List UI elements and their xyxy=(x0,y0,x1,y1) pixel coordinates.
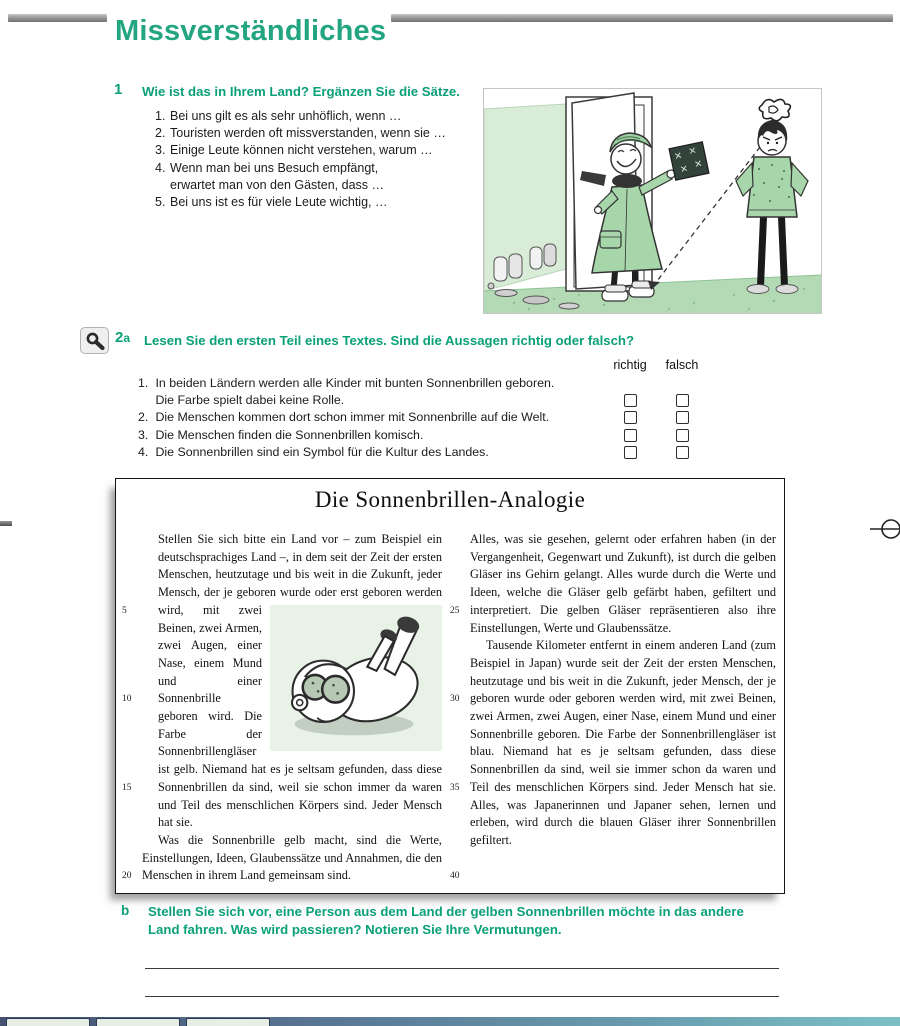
line-number: 30 xyxy=(450,694,460,704)
magnifier-icon xyxy=(84,331,106,351)
statement-text: Die Menschen finden die Sonnenbrillen komisch. xyxy=(155,427,424,442)
bottom-tab[interactable] xyxy=(186,1018,270,1026)
checkbox-richtig[interactable] xyxy=(624,411,637,424)
exercise1-heading: Wie ist das in Ihrem Land? Ergänzen Sie die Sätze. xyxy=(142,84,460,99)
line-number: 35 xyxy=(450,783,460,793)
statement-list xyxy=(138,375,738,461)
checkbox-falsch[interactable] xyxy=(676,411,689,424)
statement-number: 4. xyxy=(138,444,149,459)
statement-row xyxy=(138,409,738,426)
baby-with-sunglasses-illustration xyxy=(270,605,442,751)
sentence-number: 1. xyxy=(155,109,166,123)
bottom-window-bar xyxy=(0,1017,900,1026)
checkbox-richtig[interactable] xyxy=(624,394,637,407)
sentence-text: Touristen werden oft missverstanden, wenn sie … xyxy=(170,126,446,141)
statement-row xyxy=(138,444,738,461)
sentence-item xyxy=(155,194,446,211)
checkbox-falsch[interactable] xyxy=(676,394,689,407)
line-number: 25 xyxy=(450,606,460,616)
sentence-text: Bei uns gilt es als sehr unhöflich, wenn … xyxy=(170,109,402,123)
sentence-number: 3. xyxy=(155,143,166,158)
checkbox-richtig[interactable] xyxy=(624,429,637,442)
article-paragraph: erst geboren werden wird, mit zwei Beinen, zwei Armen, zwei Augen, einer Nase, einem Mund und einer Sonnenbrille geboren wird. Die Farbe der Sonnenbrillengläser ist gelb. Niemand hat es je seltsam gefunden, dass diese Sonnenbrillen da sind, weil sie schon immer da waren und Teil des menschlichen Körpers sind. Jeder Mensch hat sie. xyxy=(158,585,442,830)
bottom-tab[interactable] xyxy=(96,1018,180,1026)
statement-text: In beiden Ländern werden alle Kinder mit bunten Sonnenbrillen geboren. xyxy=(155,376,555,390)
title-rule-left xyxy=(8,14,107,22)
statement-number: 2. xyxy=(138,410,149,425)
sentence-text: Bei uns ist es für viele Leute wichtig, … xyxy=(170,195,388,210)
article-paragraph: Tausende Kilometer entfernt in einem anderen Land (zum Beispiel in Japan) wurde seit der Zeit der ersten Menschen, heutzutage und bis weit in die Zukunft, jeder Mensch, der je geboren wurde oder geboren werden wird, mit zwei Beinen, zwei Armen, zwei Augen, einer Nase, einem Mund und einer Sonnenbrille geboren. Die Farbe der Sonnenbrillengläser ist blau. Niemand hat es je seltsam gefunden, dass diese Sonnenbrillen da sind, weil sie immer schon da waren und Teil des menschlichen Körpers sind. Jeder Mensch hat sie. Alles, was Japanerinnen und Japaner sehen, lernen und erleben, wird durch die blauen Gläser ihrer Sonnenbrillen gefiltert. xyxy=(470,638,776,847)
article-paragraph: Stellen Sie sich bitte ein Land vor – zum Beispiel ein deutschsprachiges Land –, in dem seit der Zeit der ersten Menschen, heutzutage und bis weit in die Zukunft, jeder Mensch, der je geboren wurde oder xyxy=(158,532,442,600)
column-header-richtig: richtig xyxy=(613,358,647,372)
answer-line-2[interactable] xyxy=(145,996,779,997)
sentence-item xyxy=(155,108,446,125)
article-column-left xyxy=(122,531,442,885)
sentence-number: 5. xyxy=(155,195,166,210)
line-number: 15 xyxy=(122,783,132,793)
checkbox-falsch[interactable] xyxy=(676,446,689,459)
checkbox-falsch[interactable] xyxy=(676,429,689,442)
exercise-b-heading: Stellen Sie sich vor, eine Person aus dem Land der gelben Sonnenbrillen möchte in das andere Land fahren. Was wird passieren? Notieren Sie Ihre Vermutungen. xyxy=(148,904,744,937)
exercise2a-heading: Lesen Sie den ersten Teil eines Textes. Sind die Aussagen richtig oder falsch? xyxy=(144,333,635,348)
line-number: 20 xyxy=(122,871,132,881)
checkbox-richtig[interactable] xyxy=(624,446,637,459)
doorway-cartoon-illustration xyxy=(483,88,822,314)
article-paragraph: Alles, was sie gesehen, gelernt oder erfahren haben (in der Vergangenheit, Gegenwart und Zukunft), ist durch die gelben Gläser ins Gehirn gelangt. Alles wurde durch die Werte und Ideen, welche die Gläser gelb gefärbt haben, gefiltert und interpretiert. Die gelben Gläser repräsentieren also ihre Einstellungen, Werte und Glaubenssätze. xyxy=(470,532,776,635)
sentence-number: 2. xyxy=(155,126,166,141)
reading-task-icon-box xyxy=(80,327,109,354)
statement-row xyxy=(138,427,738,444)
article-paragraph: Was die Sonnenbrille gelb macht, sind die Werte, Einstellungen, Ideen, Glaubenssätze und Annahmen, die den Menschen in ihrem Land gemeinsam sind. xyxy=(142,832,442,883)
statement-number: 1. xyxy=(138,376,149,390)
page-title: Missverständliches xyxy=(115,15,387,48)
line-number: 5 xyxy=(122,606,127,616)
sentence-text: Wenn man bei uns Besuch empfängt, xyxy=(170,160,379,175)
sentence-item xyxy=(155,160,446,177)
registration-mark-right xyxy=(870,506,900,546)
bottom-tab[interactable] xyxy=(6,1018,90,1026)
article-title: Die Sonnenbrillen-Analogie xyxy=(314,487,586,512)
line-number: 10 xyxy=(122,694,132,704)
statement-text: Die Farbe spielt dabei keine Rolle. xyxy=(155,393,345,408)
sentence-text: erwartet man von den Gästen, dass … xyxy=(170,177,384,192)
column-header-falsch: falsch xyxy=(665,358,699,372)
article-column-right xyxy=(450,531,776,881)
article-box xyxy=(115,478,785,894)
exercise-b-number: b xyxy=(121,903,130,918)
exercise1-number: 1 xyxy=(114,81,123,98)
statement-text: Die Menschen kommen dort schon immer mit Sonnenbrille auf die Welt. xyxy=(155,410,550,425)
sentence-number: 4. xyxy=(155,160,166,175)
sentence-text: Einige Leute können nicht verstehen, warum … xyxy=(170,143,433,158)
exercise1-sentence-list xyxy=(155,108,446,211)
sentence-item xyxy=(155,142,446,159)
gift-box xyxy=(669,142,709,180)
sentence-item xyxy=(155,125,446,142)
exercise2a-number: 2a xyxy=(115,329,131,346)
statement-row xyxy=(138,392,738,409)
statement-text: Die Sonnenbrillen sind ein Symbol für die Kultur des Landes. xyxy=(155,444,489,459)
sentence-item xyxy=(155,177,446,194)
line-number: 40 xyxy=(450,871,460,881)
answer-line-1[interactable] xyxy=(145,968,779,969)
title-rule-right xyxy=(391,14,893,22)
sentence-number xyxy=(155,177,170,194)
crop-mark-left xyxy=(0,521,12,526)
statement-number: 3. xyxy=(138,427,149,442)
statement-row xyxy=(138,375,738,392)
